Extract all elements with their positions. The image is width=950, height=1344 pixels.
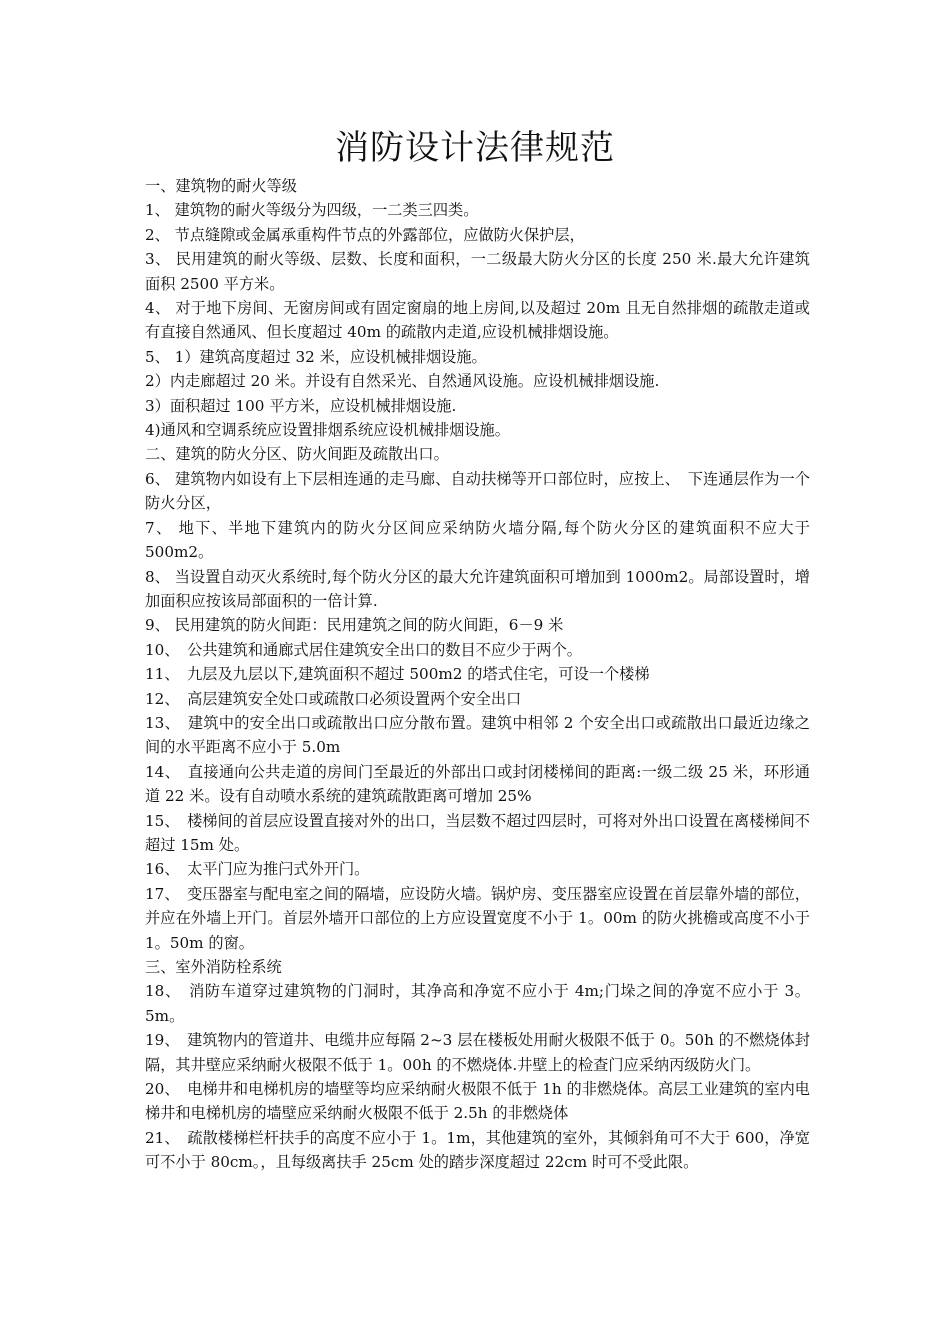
paragraph: 2）内走廊超过 20 米。并设有自然采光、自然通风设施。应设机械排烟设施. xyxy=(145,372,660,391)
paragraph: 11、 九层及九层以下,建筑面积不超过 500m2 的塔式住宅，可设一个楼梯 xyxy=(145,665,650,684)
document-title: 消防设计法律规范 xyxy=(335,128,615,168)
paragraph: 19、 建筑物内的管道井、电缆井应每隔 2~3 层在楼板处用耐火极限不低于 0。50h 的不燃烧体封隔，其井壁应采纳耐火极限不低于 1。00h 的不燃烧体.井壁上的检查门应采纳丙级防火门。 xyxy=(145,1031,810,1074)
paragraph: 8、 当设置自动灭火系统时,每个防火分区的最大允许建筑面积可增加到 1000m2。局部设置时，增加面积应按该局部面积的一倍计算. xyxy=(145,567,810,610)
section-heading: 三、室外消防栓系统 xyxy=(145,958,282,976)
paragraph: 7、 地下、半地下建筑内的防火分区间应采纳防火墙分隔,每个防火分区的建筑面积不应大于 500m2。 xyxy=(145,518,810,562)
paragraph: 13、 建筑中的安全出口或疏散出口应分散布置。建筑中相邻 2 个安全出口或疏散出口最近边缘之间的水平距离不应小于 5.0m xyxy=(145,713,810,757)
paragraph: 10、 公共建筑和通廊式居住建筑安全出口的数目不应少于两个。 xyxy=(145,640,582,659)
document-body xyxy=(145,174,810,1175)
paragraph: 6、 建筑物内如设有上下层相连通的走马廊、自动扶梯等开口部位时，应按上、 下连通层作为一个防火分区， xyxy=(145,469,810,513)
paragraph: 16、 太平门应为推闩式外开门。 xyxy=(145,860,370,879)
paragraph: 17、 变压器室与配电室之间的隔墙，应设防火墙。锅炉房、变压器室应设置在首层靠外墙的部位，并应在外墙上开门。首层外墙开口部位的上方应设置宽度不小于 1。00m 的防火挑檐或高度不小于 1。50m 的窗。 xyxy=(145,884,810,952)
paragraph: 5、 1）建筑高度超过 32 米，应设机械排烟设施。 xyxy=(145,347,487,366)
paragraph: 18、 消防车道穿过建筑物的门洞时，其净高和净宽不应小于 4m;门垛之间的净宽不应小于 3。5m。 xyxy=(145,982,810,1025)
paragraph: 4)通风和空调系统应设置排烟系统应设机械排烟设施。 xyxy=(145,421,510,440)
paragraph: 14、 直接通向公共走道的房间门至最近的外部出口或封闭楼梯间的距离:一级二级 25 米，环形通道 22 米。设有自动喷水系统的建筑疏散距离可增加 25% xyxy=(145,762,810,806)
section-heading: 一、建筑物的耐火等级 xyxy=(145,177,297,195)
paragraph: 9、 民用建筑的防火间距：民用建筑之间的防火间距，6－9 米 xyxy=(145,616,564,635)
paragraph: 21、 疏散楼梯栏杆扶手的高度不应小于 1。1m，其他建筑的室外，其倾斜角可不大于 600，净宽可不小于 80cm。，且每级离扶手 25cm 处的踏步深度超过 22cm 时可不受此限。 xyxy=(145,1128,810,1172)
paragraph: 1、 建筑物的耐火等级分为四级，一二类三四类。 xyxy=(145,201,479,220)
paragraph: 3）面积超过 100 平方米，应设机械排烟设施. xyxy=(145,396,457,415)
paragraph: 3、 民用建筑的耐火等级、层数、长度和面积，一二级最大防火分区的长度 250 米.最大允许建筑面积 2500 平方米。 xyxy=(145,250,810,293)
paragraph: 4、 对于地下房间、无窗房间或有固定窗扇的地上房间,以及超过 20m 且无自然排烟的疏散走道或有直接自然通风、但长度超过 40m 的疏散内走道,应设机械排烟设施。 xyxy=(145,299,810,342)
paragraph: 20、 电梯井和电梯机房的墙壁等均应采纳耐火极限不低于 1h 的非燃烧体。高层工业建筑的室内电梯井和电梯机房的墙壁应采纳耐火极限不低于 2.5h 的非燃烧体 xyxy=(145,1080,810,1123)
paragraph: 2、 节点缝隙或金属承重构件节点的外露部位，应做防火保护层， xyxy=(145,225,585,244)
paragraph: 15、 楼梯间的首层应设置直接对外的出口，当层数不超过四层时，可将对外出口设置在离楼梯间不超过 15m 处。 xyxy=(145,811,810,854)
section-heading: 二、建筑的防火分区、防火间距及疏散出口。 xyxy=(145,445,449,464)
paragraph: 12、 高层建筑安全处口或疏散口必须设置两个安全出口 xyxy=(145,689,522,708)
